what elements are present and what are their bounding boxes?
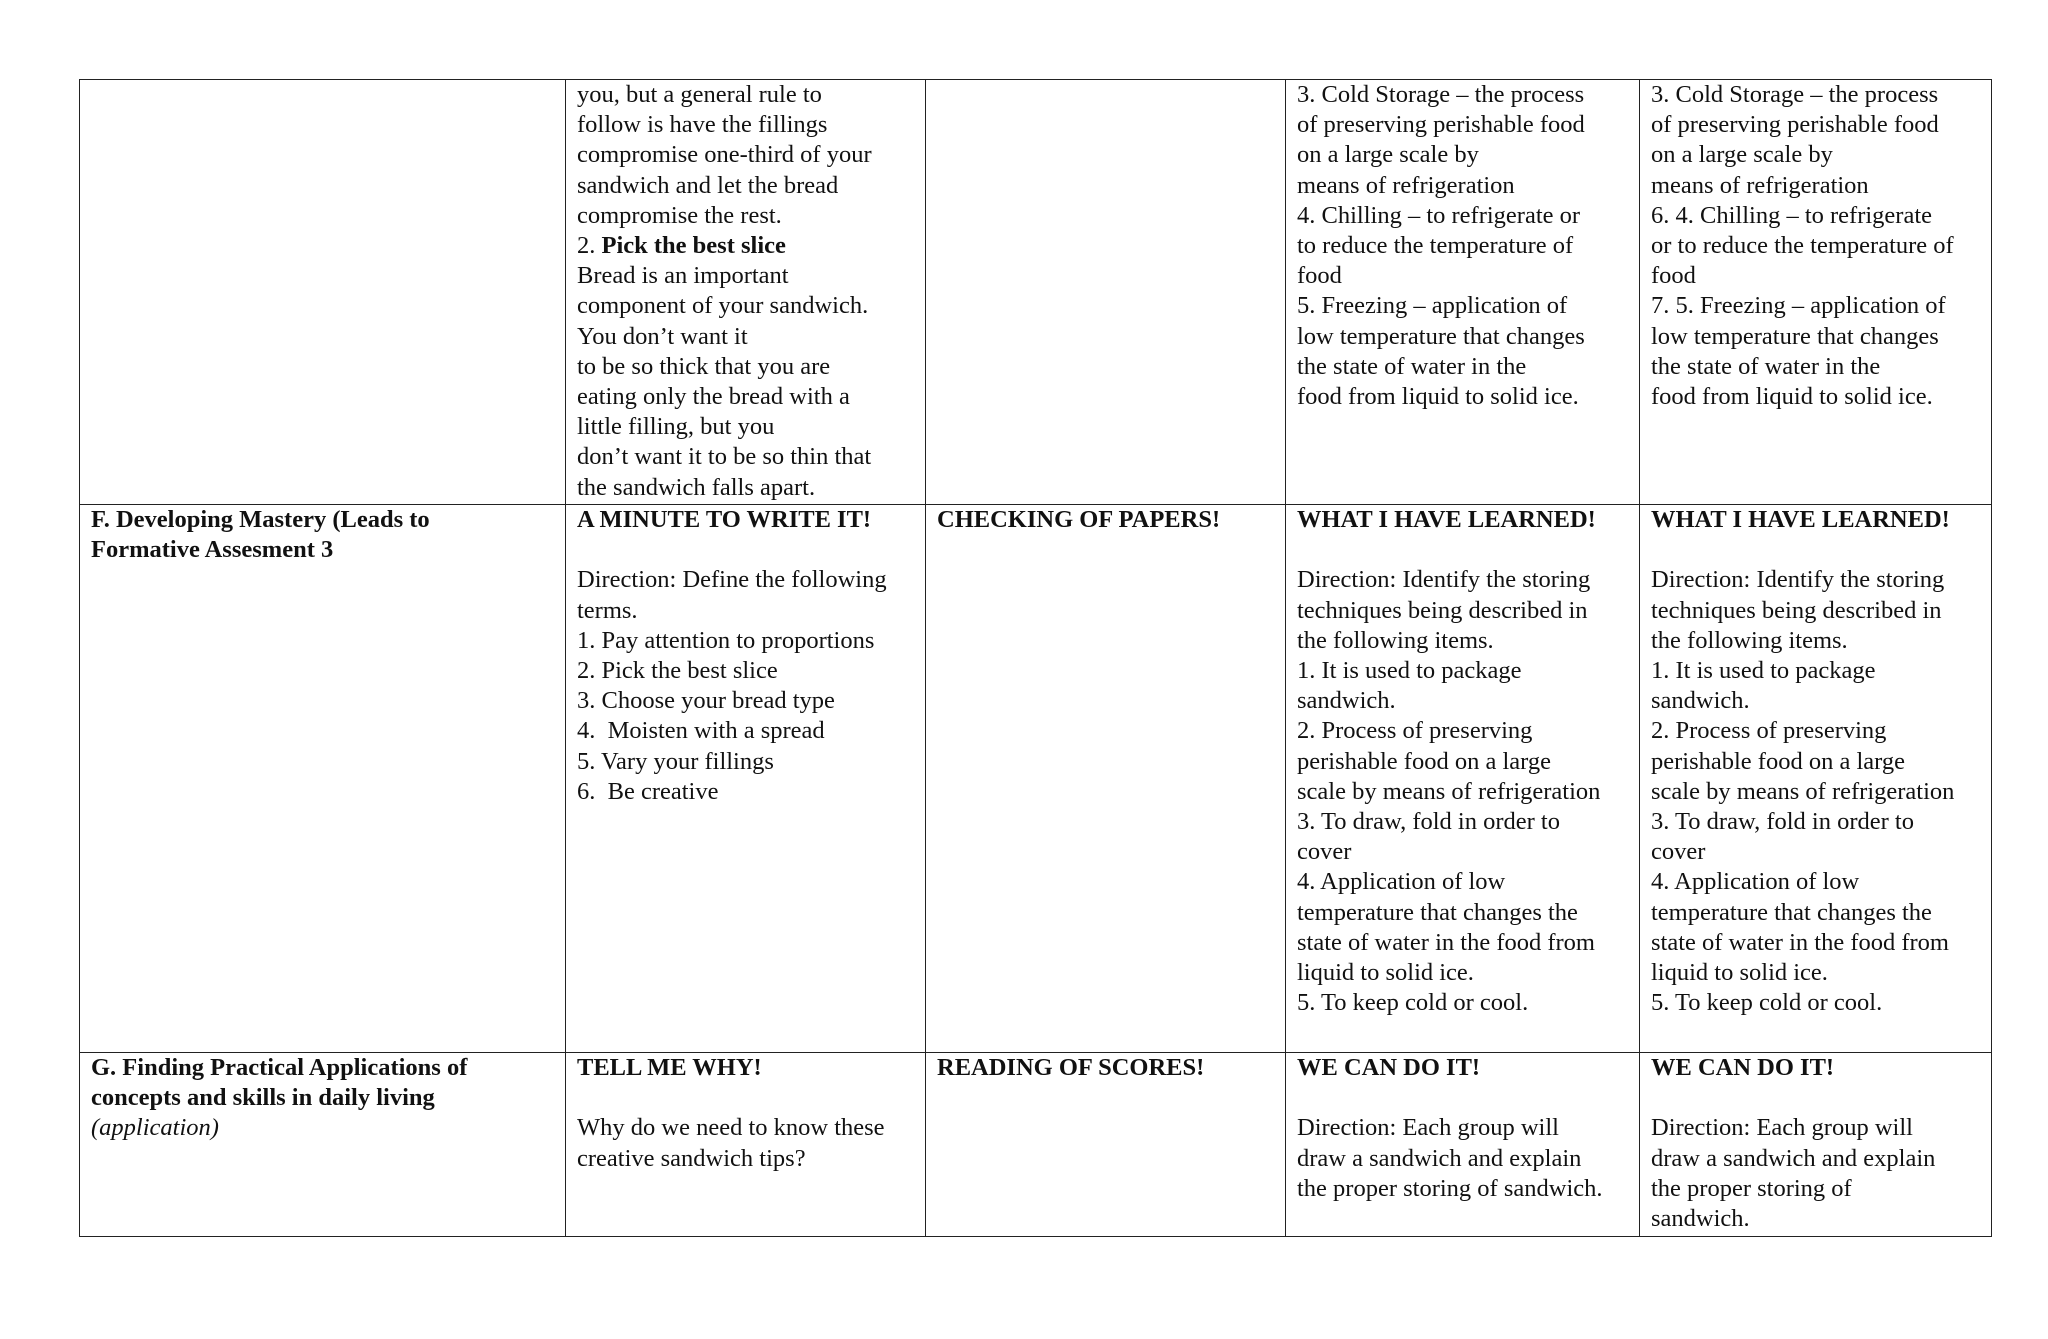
- text-line: don’t want it to be so thin that: [577, 443, 872, 471]
- text-line: the proper storing of: [1651, 1174, 1852, 1202]
- activity-title: WHAT I HAVE LEARNED!: [1297, 506, 1596, 533]
- text-line: 3. Cold Storage – the process: [1651, 81, 1939, 108]
- text-line: low temperature that changes: [1297, 322, 1585, 350]
- text-line: means of refrigeration: [1651, 171, 1869, 199]
- text-line: compromise one-third of your: [577, 141, 872, 169]
- activity-title: TELL ME WHY!: [577, 1054, 762, 1081]
- text-line: 3. To draw, fold in order to: [1297, 808, 1560, 836]
- text-line: 6. 4. Chilling – to refrigerate: [1651, 201, 1932, 229]
- text-line: draw a sandwich and explain: [1297, 1144, 1582, 1172]
- text-line: scale by means of refrigeration: [1297, 777, 1601, 805]
- text-line: perishable food on a large: [1651, 747, 1905, 775]
- text-line: temperature that changes the: [1297, 898, 1578, 926]
- text-line: on a large scale by: [1651, 141, 1833, 169]
- text-line: techniques being described in: [1297, 596, 1588, 624]
- text-line: 4. Moisten with a spread: [577, 717, 825, 745]
- text-line: 1. It is used to package: [1651, 657, 1876, 684]
- text-line: you, but a general rule to: [577, 81, 822, 108]
- text-line: You don’t want it: [577, 322, 748, 350]
- tip-heading-line: [577, 231, 914, 261]
- text-line: to be so thick that you are: [577, 352, 831, 380]
- text-line: food from liquid to solid ice.: [1651, 383, 1933, 411]
- spacer: [1297, 535, 1628, 565]
- text-line: 4. Application of low: [1297, 868, 1506, 896]
- text-line: 3. Choose your bread type: [577, 687, 835, 715]
- text-line: scale by means of refrigeration: [1651, 777, 1955, 805]
- table-row-practical-applications: [80, 1053, 1992, 1237]
- cell-r1-c4: [1286, 80, 1640, 505]
- text-line: 2. Process of preserving: [1651, 717, 1887, 745]
- text-line: on a large scale by: [1297, 141, 1479, 169]
- text-line: 2. Pick the best slice: [577, 657, 778, 684]
- text-line: or to reduce the temperature of: [1651, 232, 1954, 260]
- text-line: Direction: Identify the storing: [1651, 566, 1945, 594]
- cell-r2-c2: [566, 505, 926, 1053]
- section-heading: Formative Assesment 3: [91, 536, 334, 564]
- text-line: 1. Pay attention to proportions: [577, 626, 875, 654]
- activity-title: WE CAN DO IT!: [1651, 1054, 1835, 1081]
- lesson-plan-table: [79, 79, 1992, 1237]
- text-line: the proper storing of sandwich.: [1297, 1174, 1603, 1202]
- section-heading: G. Finding Practical Applications of: [91, 1054, 468, 1081]
- text-line: liquid to solid ice.: [1297, 959, 1474, 987]
- cell-r2-c1: [80, 505, 566, 1053]
- text-line: low temperature that changes: [1651, 322, 1939, 350]
- text-line: of preserving perishable food: [1297, 111, 1585, 139]
- tip-number: 2.: [577, 232, 602, 260]
- text-line: creative sandwich tips?: [577, 1144, 806, 1172]
- text-line: means of refrigeration: [1297, 171, 1515, 199]
- text-line: temperature that changes the: [1651, 898, 1932, 926]
- text-line: the sandwich falls apart.: [577, 473, 816, 501]
- cell-r3-c5: [1640, 1053, 1992, 1237]
- text-line: eating only the bread with a: [577, 383, 850, 411]
- text-line: 5. Vary your fillings: [577, 747, 774, 775]
- spacer: [1651, 1083, 1980, 1113]
- cell-r2-c4: [1286, 505, 1640, 1053]
- section-heading: concepts and skills in daily living: [91, 1084, 435, 1112]
- tip-heading: Pick the best slice: [601, 232, 786, 260]
- activity-title: WE CAN DO IT!: [1297, 1054, 1481, 1081]
- text-line: sandwich and let the bread: [577, 171, 839, 199]
- text-line: 1. It is used to package: [1297, 657, 1522, 684]
- cell-r1-c3: [926, 80, 1286, 505]
- activity-title: A MINUTE TO WRITE IT!: [577, 506, 872, 533]
- text-line: Direction: Identify the storing: [1297, 566, 1591, 594]
- text-line: state of water in the food from: [1297, 928, 1595, 956]
- table-row-developing-mastery: [80, 505, 1992, 1053]
- text-line: liquid to solid ice.: [1651, 959, 1828, 987]
- spacer: [1651, 535, 1980, 565]
- cell-r3-c1: [80, 1053, 566, 1237]
- text-line: 5. To keep cold or cool.: [1651, 989, 1883, 1017]
- text-line: the following items.: [1651, 626, 1848, 654]
- text-line: 5. Freezing – application of: [1297, 292, 1568, 320]
- spacer: [1297, 1083, 1628, 1113]
- text-line: sandwich.: [1651, 687, 1750, 715]
- text-line: Bread is an important: [577, 262, 789, 290]
- text-line: little filling, but you: [577, 413, 775, 441]
- text-line: compromise the rest.: [577, 201, 782, 229]
- text-line: techniques being described in: [1651, 596, 1942, 624]
- text-line: the following items.: [1297, 626, 1494, 654]
- text-line: Why do we need to know these: [577, 1114, 885, 1142]
- text-line: 7. 5. Freezing – application of: [1651, 292, 1946, 320]
- cell-r1-c2: [566, 80, 926, 505]
- text-line: 4. Application of low: [1651, 868, 1860, 896]
- text-line: Direction: Define the following: [577, 566, 887, 594]
- activity-title: CHECKING OF PAPERS!: [937, 506, 1221, 533]
- text-line: 6. Be creative: [577, 777, 719, 805]
- text-line: 5. To keep cold or cool.: [1297, 989, 1529, 1017]
- text-line: 2. Process of preserving: [1297, 717, 1533, 745]
- text-line: terms.: [577, 596, 638, 624]
- text-line: sandwich.: [1651, 1205, 1750, 1232]
- cell-r2-c3: [926, 505, 1286, 1053]
- text-line: draw a sandwich and explain: [1651, 1144, 1936, 1172]
- cell-r3-c3: [926, 1053, 1286, 1237]
- text-line: the state of water in the: [1297, 352, 1527, 380]
- section-subheading: (application): [91, 1114, 219, 1142]
- text-line: perishable food on a large: [1297, 747, 1551, 775]
- cell-r1-c1: [80, 80, 566, 505]
- spacer: [577, 1083, 914, 1113]
- text-line: sandwich.: [1297, 687, 1396, 715]
- cell-r2-c5: [1640, 505, 1992, 1053]
- spacer: [577, 535, 914, 565]
- text-line: Direction: Each group will: [1651, 1114, 1913, 1142]
- text-line: cover: [1297, 838, 1352, 866]
- text-line: of preserving perishable food: [1651, 111, 1939, 139]
- text-line: food: [1651, 262, 1696, 290]
- activity-title: WHAT I HAVE LEARNED!: [1651, 506, 1950, 533]
- cell-r1-c5: [1640, 80, 1992, 505]
- table-row-continuation: [80, 80, 1992, 505]
- text-line: 3. To draw, fold in order to: [1651, 808, 1914, 836]
- text-line: state of water in the food from: [1651, 928, 1949, 956]
- cell-r3-c4: [1286, 1053, 1640, 1237]
- activity-title: READING OF SCORES!: [937, 1054, 1205, 1081]
- text-line: food: [1297, 262, 1342, 290]
- text-line: cover: [1651, 838, 1706, 866]
- section-heading: F. Developing Mastery (Leads to: [91, 506, 430, 533]
- text-line: food from liquid to solid ice.: [1297, 383, 1579, 411]
- text-line: to reduce the temperature of: [1297, 232, 1574, 260]
- text-line: 3. Cold Storage – the process: [1297, 81, 1585, 108]
- cell-r3-c2: [566, 1053, 926, 1237]
- text-line: component of your sandwich.: [577, 292, 869, 320]
- text-line: follow is have the fillings: [577, 111, 828, 139]
- text-line: 4. Chilling – to refrigerate or: [1297, 201, 1581, 229]
- text-line: the state of water in the: [1651, 352, 1881, 380]
- text-line: Direction: Each group will: [1297, 1114, 1559, 1142]
